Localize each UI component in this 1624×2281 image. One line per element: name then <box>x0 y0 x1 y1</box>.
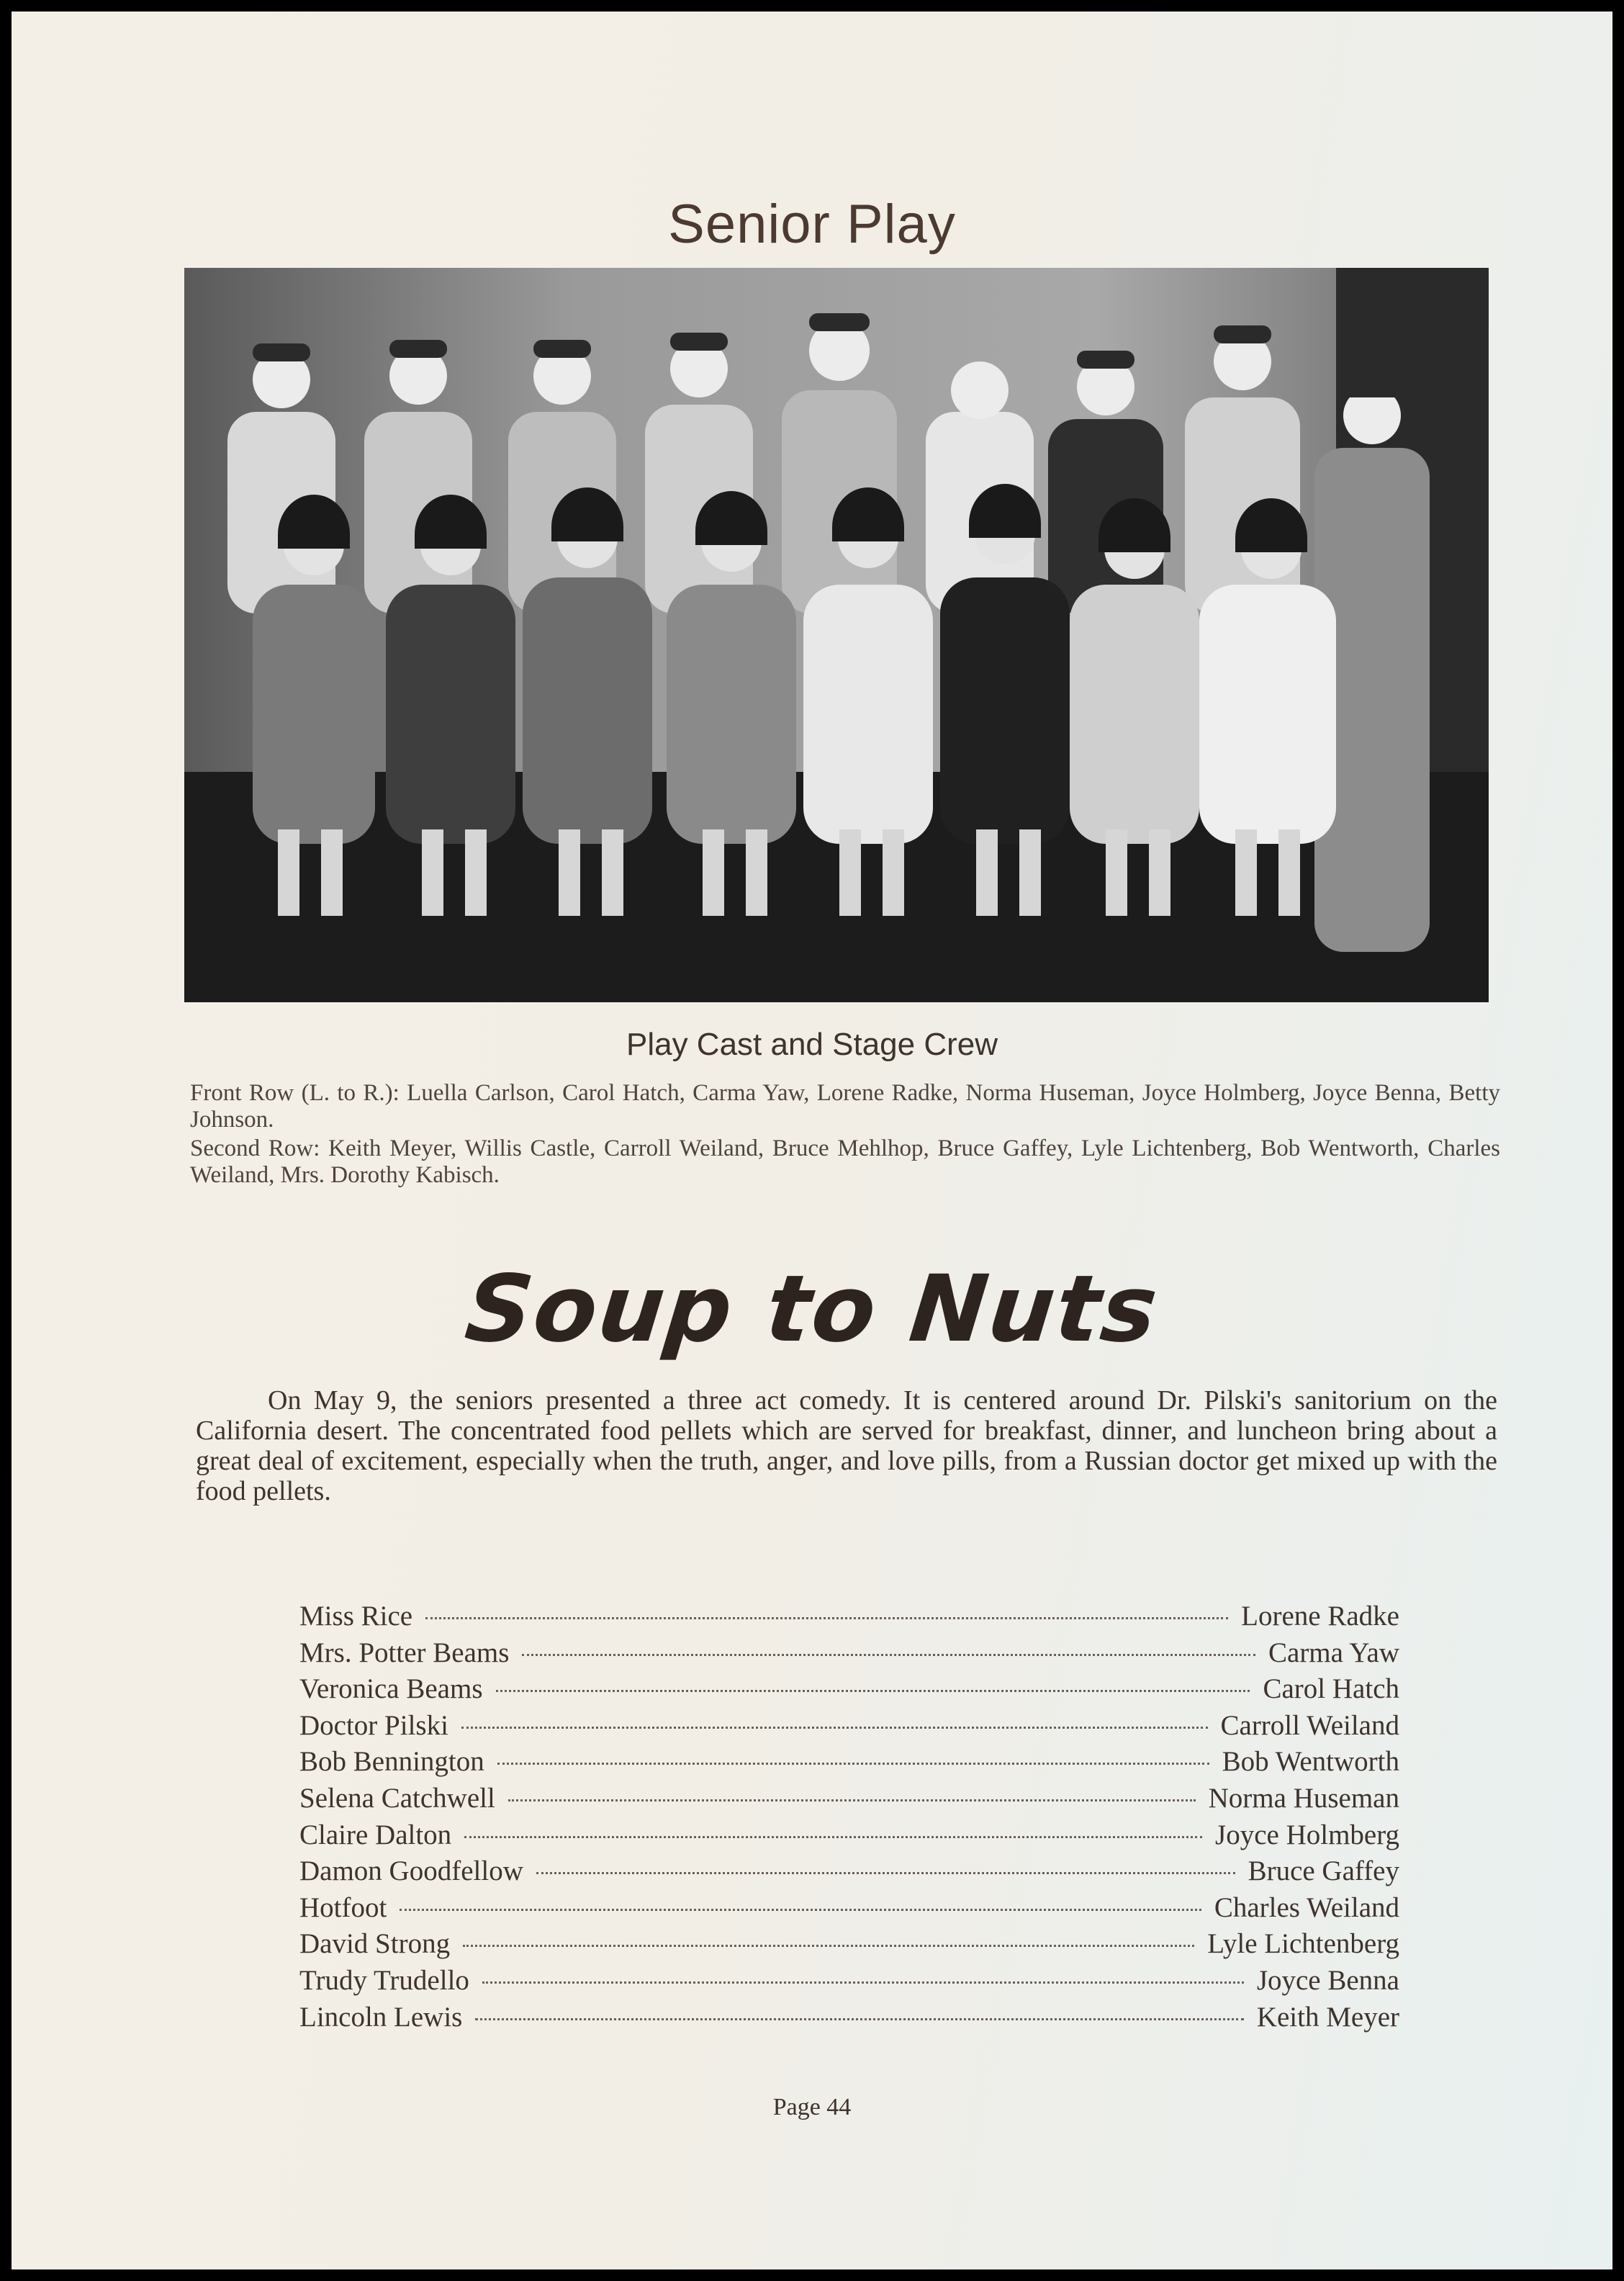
page-number: Page 44 <box>772 2094 852 2120</box>
cast-role: David Strong <box>299 1928 451 1960</box>
cast-row <box>299 1891 1399 1928</box>
cast-role: Claire Dalton <box>299 1819 452 1850</box>
cast-row <box>299 1782 1399 1819</box>
cast-role: Trudy Trudello <box>299 1964 469 1996</box>
dot-leader <box>508 1799 1196 1801</box>
cast-row <box>299 1964 1399 2001</box>
cast-row <box>299 1745 1399 1782</box>
cast-actor: Keith Meyer <box>1256 2001 1399 2033</box>
dot-leader <box>464 1836 1202 1838</box>
cast-actor: Joyce Holmberg <box>1215 1819 1399 1850</box>
cast-role: Hotfoot <box>299 1891 387 1923</box>
dot-leader <box>482 1981 1244 1984</box>
cast-role: Mrs. Potter Beams <box>299 1637 510 1668</box>
dot-leader <box>496 1690 1250 1692</box>
cast-actor: Bob Wentworth <box>1222 1746 1399 1778</box>
front-row-names: Front Row (L. to R.): Luella Carlson, Carol Hatch, Carma Yaw, Lorene Radke, Norma Huseman, Joyce Holmberg, Joyce Benna, Betty Johnson. <box>190 1080 1500 1133</box>
dot-leader <box>497 1763 1209 1765</box>
cast-actor: Charles Weiland <box>1214 1891 1399 1923</box>
cast-role: Doctor Pilski <box>299 1709 448 1741</box>
cast-role: Veronica Beams <box>299 1673 483 1705</box>
page-heading: Senior Play <box>668 194 956 255</box>
cast-actor: Carol Hatch <box>1263 1673 1399 1705</box>
group-photo-image <box>184 268 1489 1002</box>
cast-list <box>299 1600 1399 2037</box>
second-row-names: Second Row: Keith Meyer, Willis Castle, Carroll Weiland, Bruce Mehlhop, Bruce Gaffey, Lyle Lichtenberg, Bob Wentworth, Charles Weiland, Mrs. Dorothy Kabisch. <box>190 1135 1500 1188</box>
play-summary: On May 9, the seniors presented a three act comedy. It is centered around Dr. Pilski's sanitorium on the California desert. The concentrated food pellets which are served for breakfast, dinner, and luncheon bring about a great deal of excitement, especially when the truth, anger, and love pills, from a Russian doctor get mixed up with the food pellets. <box>196 1385 1497 1506</box>
yearbook-page <box>12 12 1612 2269</box>
cast-row <box>299 1819 1399 1855</box>
dot-leader <box>536 1872 1235 1874</box>
dot-leader <box>475 2018 1243 2020</box>
dot-leader <box>425 1617 1228 1619</box>
play-title: Soup to Nuts <box>460 1256 1164 1363</box>
cast-actor: Joyce Benna <box>1256 1964 1399 1996</box>
group-photo <box>184 268 1489 1002</box>
cast-actor: Carma Yaw <box>1268 1637 1399 1668</box>
cast-row <box>299 1709 1399 1746</box>
cast-row <box>299 1855 1399 1891</box>
dot-leader <box>522 1654 1255 1656</box>
cast-actor: Bruce Gaffey <box>1248 1855 1399 1887</box>
photo-caption-title: Play Cast and Stage Crew <box>626 1027 998 1062</box>
cast-row <box>299 1927 1399 1964</box>
cast-actor: Carroll Weiland <box>1220 1709 1399 1741</box>
cast-role: Damon Goodfellow <box>299 1855 523 1887</box>
cast-row <box>299 2001 1399 2038</box>
cast-role: Bob Bennington <box>299 1746 484 1778</box>
cast-role: Selena Catchwell <box>299 1782 495 1814</box>
dot-leader <box>400 1909 1201 1911</box>
cast-role: Miss Rice <box>299 1601 413 1632</box>
dot-leader <box>461 1727 1208 1729</box>
cast-actor: Lyle Lichtenberg <box>1207 1928 1399 1960</box>
cast-row <box>299 1600 1399 1637</box>
cast-row <box>299 1673 1399 1709</box>
cast-actor: Lorene Radke <box>1241 1601 1399 1632</box>
cast-row <box>299 1637 1399 1673</box>
photo-caption-names <box>190 1080 1500 1191</box>
cast-actor: Norma Huseman <box>1208 1782 1399 1814</box>
dot-leader <box>463 1945 1194 1947</box>
cast-role: Lincoln Lewis <box>299 2001 463 2033</box>
